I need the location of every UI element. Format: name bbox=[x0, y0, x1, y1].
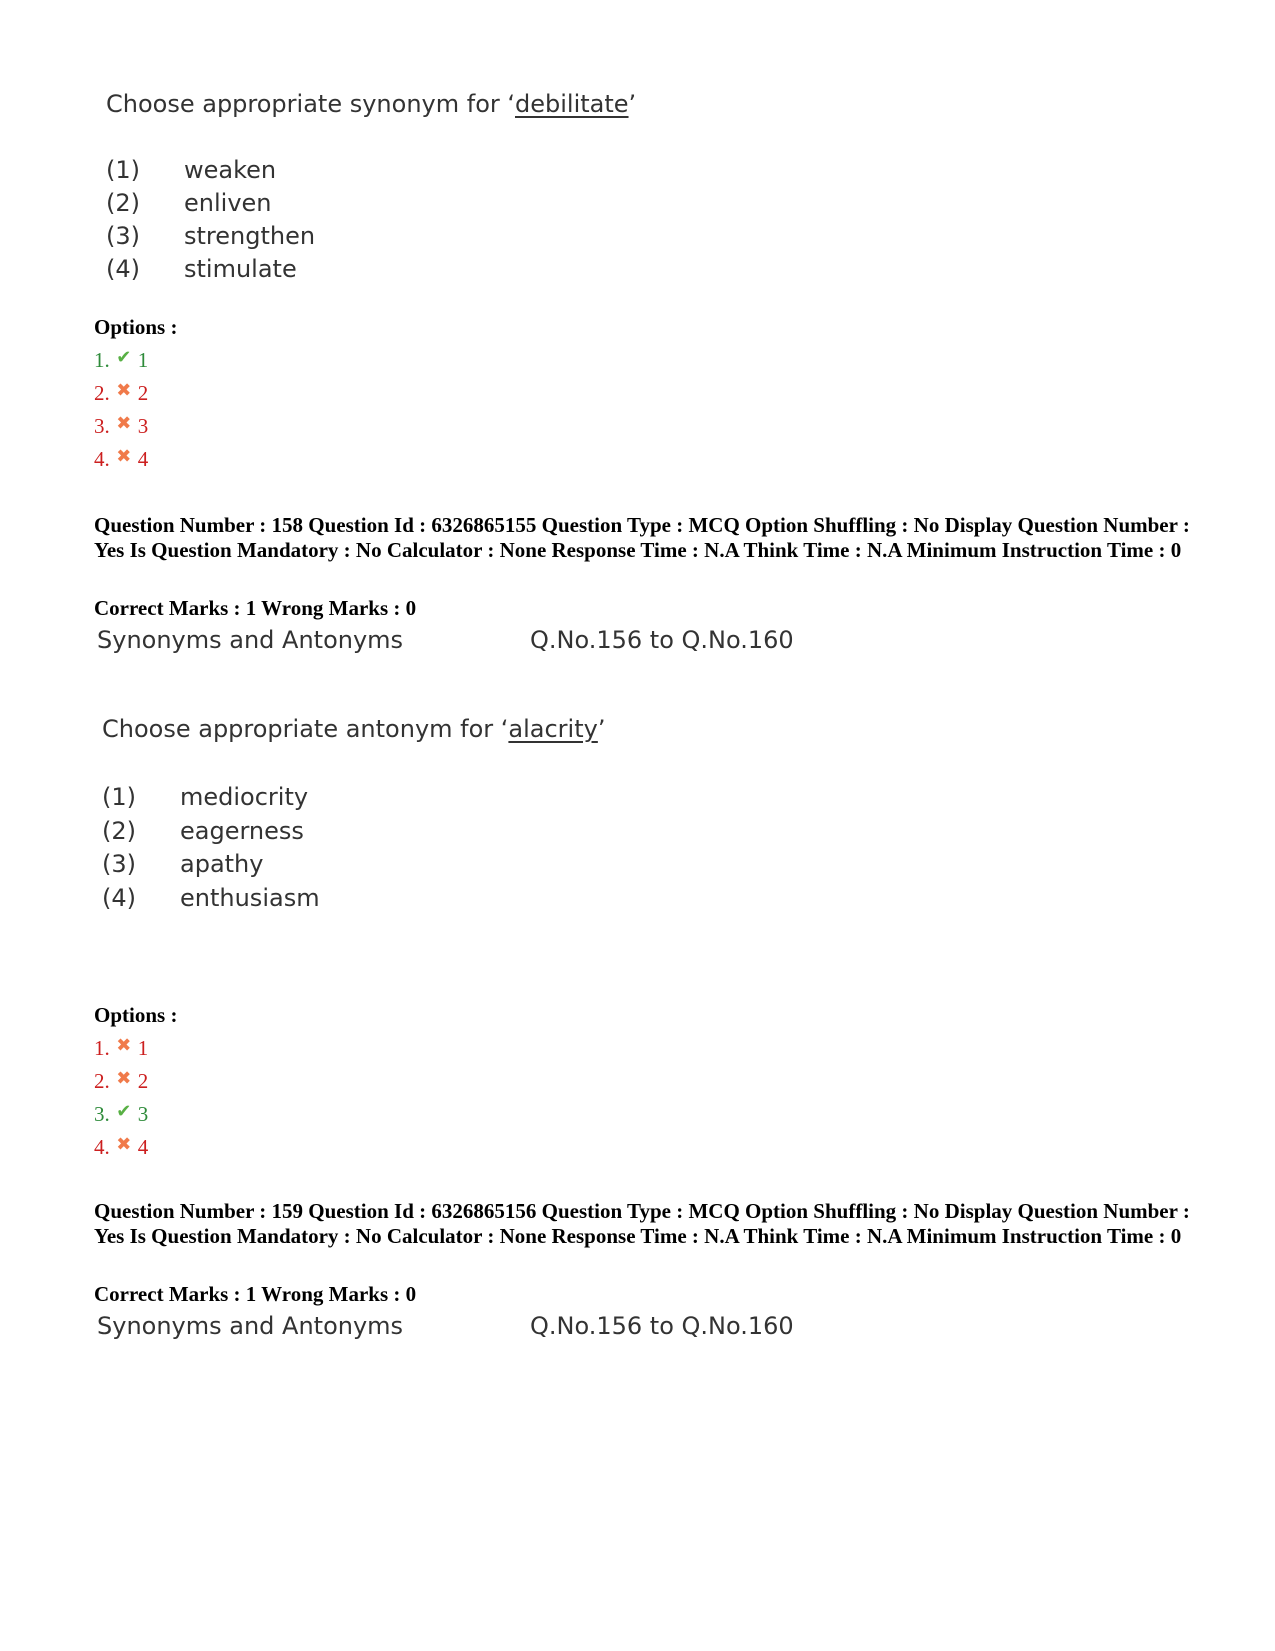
options-heading: Options : bbox=[94, 1003, 178, 1027]
option-item: 2. ✖ 2 bbox=[94, 1068, 149, 1093]
choice-text: enthusiasm bbox=[180, 884, 320, 912]
option-item: 1. ✖ 1 bbox=[94, 1035, 149, 1060]
option-item: 3. ✖ 3 bbox=[94, 413, 149, 438]
choice-text: eagerness bbox=[180, 817, 304, 845]
question-prompt: Choose appropriate synonym for ‘ bbox=[106, 90, 515, 118]
choice-text: enliven bbox=[184, 189, 272, 217]
marks-info: Correct Marks : 1 Wrong Marks : 0 bbox=[94, 1282, 417, 1306]
question-prompt-end: ’ bbox=[628, 90, 637, 118]
cross-icon: ✖ bbox=[116, 446, 132, 466]
cross-icon: ✖ bbox=[116, 1035, 132, 1055]
choice-number: (2) bbox=[102, 817, 136, 845]
option-item: 4. ✖ 4 bbox=[94, 446, 149, 471]
choice-number: (4) bbox=[102, 884, 136, 912]
choice-number: (3) bbox=[106, 222, 140, 250]
choice-text: stimulate bbox=[184, 255, 297, 283]
cross-icon: ✖ bbox=[116, 380, 132, 400]
question-text bbox=[102, 715, 605, 743]
choice-text: apathy bbox=[180, 850, 264, 878]
choice-number: (2) bbox=[106, 189, 140, 217]
marks-info: Correct Marks : 1 Wrong Marks : 0 bbox=[94, 596, 417, 620]
choice-text: weaken bbox=[184, 156, 277, 184]
check-icon: ✔ bbox=[116, 1101, 132, 1121]
cross-icon: ✖ bbox=[116, 1068, 132, 1088]
question-word: debilitate bbox=[515, 90, 629, 118]
check-icon: ✔ bbox=[116, 347, 132, 367]
choice-text: strengthen bbox=[184, 222, 316, 250]
section-title: Synonyms and Antonyms bbox=[97, 1312, 404, 1340]
question-meta: Question Number : 158 Question Id : 6326865155 Question Type : MCQ Option Shuffling : No Display Question Number : Yes Is Question Mandatory : No Calculator : None Response Time : N.A Think Time : N.A Minimum Instruction Time : 0 bbox=[94, 513, 1190, 562]
option-item: 2. ✖ 2 bbox=[94, 380, 149, 405]
question-prompt-end: ’ bbox=[597, 715, 606, 743]
question-meta: Question Number : 159 Question Id : 6326865156 Question Type : MCQ Option Shuffling : No Display Question Number : Yes Is Question Mandatory : No Calculator : None Response Time : N.A Think Time : N.A Minimum Instruction Time : 0 bbox=[94, 1199, 1190, 1248]
option-item: 3. ✔ 3 bbox=[94, 1101, 149, 1126]
question-prompt: Choose appropriate antonym for ‘ bbox=[102, 715, 509, 743]
question-range: Q.No.156 to Q.No.160 bbox=[530, 1312, 794, 1340]
question-word: alacrity bbox=[508, 715, 598, 743]
options-heading: Options : bbox=[94, 315, 178, 339]
cross-icon: ✖ bbox=[116, 413, 132, 433]
cross-icon: ✖ bbox=[116, 1134, 132, 1154]
question-text bbox=[106, 90, 636, 118]
choice-number: (4) bbox=[106, 255, 140, 283]
choice-text: mediocrity bbox=[180, 783, 309, 811]
option-item: 1. ✔ 1 bbox=[94, 347, 149, 372]
question-range: Q.No.156 to Q.No.160 bbox=[530, 626, 794, 654]
option-item: 4. ✖ 4 bbox=[94, 1134, 149, 1159]
choice-number: (1) bbox=[106, 156, 140, 184]
choice-number: (1) bbox=[102, 783, 136, 811]
section-title: Synonyms and Antonyms bbox=[97, 626, 404, 654]
choice-number: (3) bbox=[102, 850, 136, 878]
